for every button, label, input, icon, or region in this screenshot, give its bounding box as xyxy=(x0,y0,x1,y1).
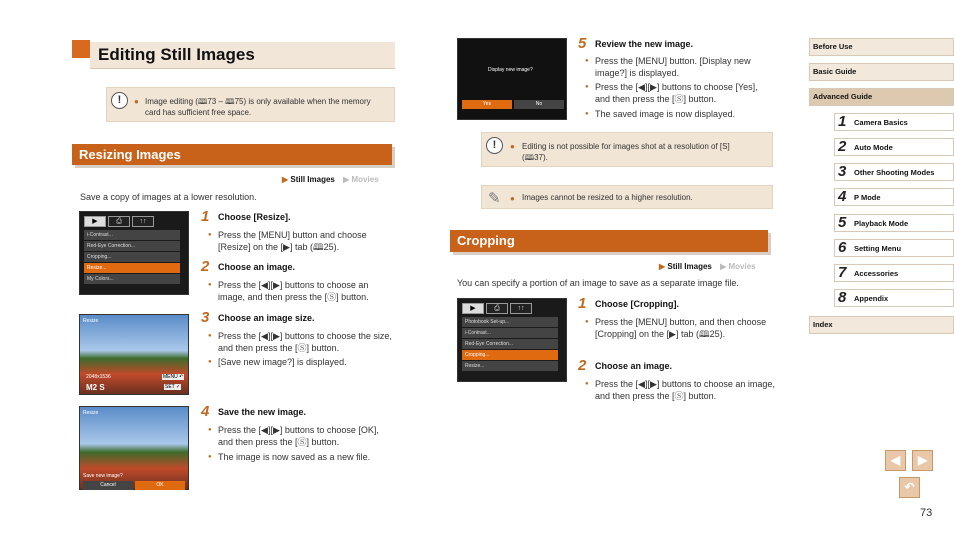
triangle-icon: ▶ xyxy=(343,175,350,184)
nav-basic-guide[interactable]: Basic Guide xyxy=(809,63,954,81)
chapter-label: Camera Basics xyxy=(854,118,908,127)
step-bullet: ● Press the [◀][▶] buttons to choose an image, and then press the [Ⓢ] button. xyxy=(208,280,396,303)
step-number: 1 xyxy=(201,208,210,225)
yes-option: Yes xyxy=(462,100,512,109)
nav-advanced-guide[interactable]: Advanced Guide xyxy=(809,88,954,106)
chapter-number: 4 xyxy=(838,188,847,205)
save-new-image-screen xyxy=(79,406,189,490)
warning-icon: ! xyxy=(111,92,128,109)
step-bullet: ● Press the [MENU] button. [Display new image?] is displayed. xyxy=(585,56,775,79)
step-bullet: ● The saved image is now displayed. xyxy=(585,109,775,121)
menu-item-selected: Resize... xyxy=(84,263,180,273)
playback-tab: ▶ xyxy=(84,216,106,227)
menu-item: Cropping... xyxy=(84,252,180,262)
menu-item-selected: Cropping... xyxy=(462,350,558,360)
cancel-option: Cancel xyxy=(83,481,133,490)
nav-chapter-2[interactable] xyxy=(834,138,954,156)
step-title: Save the new image. xyxy=(218,407,307,417)
step-bullet: ● Press the [◀][▶] buttons to choose [Yes], and then press the [Ⓢ] button. xyxy=(585,82,775,105)
nav-index[interactable]: Index xyxy=(809,316,954,334)
resolution-text: 2048x1536 xyxy=(86,374,111,380)
memo-text: Images cannot be resized to a higher resolution. xyxy=(522,193,693,202)
chapter-label: Auto Mode xyxy=(854,143,893,152)
size-options: M2 S xyxy=(86,383,105,392)
step-number: 2 xyxy=(201,258,210,275)
screen-label: Resize xyxy=(83,318,99,324)
chapter-label: Accessories xyxy=(854,269,899,278)
step-number: 2 xyxy=(578,357,587,374)
warning-icon: ! xyxy=(486,137,503,154)
triangle-icon: ▶ xyxy=(659,262,666,271)
chapter-number: 5 xyxy=(838,214,847,231)
nav-chapter-3[interactable] xyxy=(834,163,954,181)
next-page-button[interactable]: ▶ xyxy=(912,450,933,471)
chapter-number: 8 xyxy=(838,289,847,306)
setup-tab: ↑↑ xyxy=(510,303,532,314)
playback-tab: ▶ xyxy=(462,303,484,314)
step-bullet: ● Press the [◀][▶] buttons to choose the size, and then press the [Ⓢ] button. xyxy=(208,331,396,354)
chapter-number: 2 xyxy=(838,138,847,155)
display-new-image-screen xyxy=(457,38,567,120)
chapter-label: Setting Menu xyxy=(854,244,902,253)
print-tab: ⎙ xyxy=(108,216,130,227)
step-number: 3 xyxy=(201,309,210,326)
menu-item: Photobook Set-up... xyxy=(462,317,558,327)
step-bullet: ● [Save new image?] is displayed. xyxy=(208,357,396,369)
menu-item: Red-Eye Correction... xyxy=(84,241,180,251)
camera-menu-screen xyxy=(457,298,567,382)
mode-indicator xyxy=(282,175,379,184)
resolution-warning-note xyxy=(481,132,773,167)
chapter-number: 6 xyxy=(838,239,847,256)
triangle-icon: ▶ xyxy=(720,262,727,271)
setup-tab: ↑↑ xyxy=(132,216,154,227)
resizing-section-title: Resizing Images xyxy=(72,144,392,165)
pencil-icon: ✎ xyxy=(488,190,501,207)
cropping-description: You can specify a portion of an image to save as a separate image file. xyxy=(457,278,739,288)
step-number: 5 xyxy=(578,35,587,52)
display-question: Display new image? xyxy=(488,67,533,73)
chapter-label: Other Shooting Modes xyxy=(854,168,935,177)
mode-movies: Movies xyxy=(728,262,756,271)
save-question: Save new image? xyxy=(83,473,123,479)
nav-chapter-7[interactable] xyxy=(834,264,954,282)
menu-back-label: MENU ↶ xyxy=(163,374,184,380)
print-tab: ⎙ xyxy=(486,303,508,314)
bullet-icon: ● xyxy=(134,97,139,106)
bullet-icon: ● xyxy=(510,194,515,203)
no-option: No xyxy=(514,100,564,109)
menu-item: Resize... xyxy=(462,361,558,371)
title-marker xyxy=(72,40,90,58)
camera-tabs xyxy=(84,216,156,227)
page-title-bar xyxy=(90,42,395,69)
step-title: Choose [Resize]. xyxy=(218,212,291,222)
menu-item: Red-Eye Correction... xyxy=(462,339,558,349)
menu-item: i-Contrast... xyxy=(84,230,180,240)
page-number: 73 xyxy=(920,507,933,519)
warning-text: Editing is not possible for images shot at a resolution of [S] (🕮37). xyxy=(522,142,730,162)
ok-option: OK xyxy=(135,481,185,490)
chapter-label: Appendix xyxy=(854,294,889,303)
step-number: 4 xyxy=(201,403,210,420)
nav-chapter-8[interactable] xyxy=(834,289,954,307)
step-title: Review the new image. xyxy=(595,39,694,49)
step-title: Choose an image. xyxy=(218,262,296,272)
step-bullet: ● The image is now saved as a new file. xyxy=(208,452,396,464)
set-label: SET ✓ xyxy=(165,384,181,390)
step-title: Choose [Cropping]. xyxy=(595,299,679,309)
step-bullet: ● Press the [◀][▶] buttons to choose [OK], and then press the [Ⓢ] button. xyxy=(208,425,396,448)
camera-menu-screen xyxy=(79,211,189,295)
step-title: Choose an image size. xyxy=(218,313,315,323)
intro-note xyxy=(106,87,395,122)
screen-label: Resize xyxy=(83,410,99,416)
mode-indicator xyxy=(659,262,756,271)
prev-page-button[interactable]: ◀ xyxy=(885,450,906,471)
back-button[interactable]: ↶ xyxy=(899,477,920,498)
chapter-number: 7 xyxy=(838,264,847,281)
cropping-section-title: Cropping xyxy=(450,230,768,252)
step-bullet: ● Press the [MENU] button, and then choose [Cropping] on the [▶] tab (🕮25). xyxy=(585,317,775,340)
nav-chapter-4[interactable] xyxy=(834,188,954,206)
resize-size-screen xyxy=(79,314,189,395)
mode-still: Still Images xyxy=(290,175,335,184)
step-bullet: ● Press the [◀][▶] buttons to choose an image, and then press the [Ⓢ] button. xyxy=(585,379,775,402)
resizing-description: Save a copy of images at a lower resolution. xyxy=(80,192,257,202)
nav-chapter-6[interactable] xyxy=(834,239,954,257)
step-number: 1 xyxy=(578,295,587,312)
mode-still: Still Images xyxy=(667,262,712,271)
chapter-number: 1 xyxy=(838,113,847,130)
step-title: Choose an image. xyxy=(595,361,673,371)
camera-tabs xyxy=(462,303,534,314)
menu-item: i-Contrast... xyxy=(462,328,558,338)
resize-memo-note xyxy=(481,185,773,209)
triangle-icon: ▶ xyxy=(282,175,289,184)
menu-item: My Colors... xyxy=(84,274,180,284)
page-title: Editing Still Images xyxy=(98,45,255,64)
chapter-label: Playback Mode xyxy=(854,219,909,228)
intro-note-text: Image editing (🕮73 – 🕮75) is only available when the memory card has sufficient free space. xyxy=(145,97,371,117)
bullet-icon: ● xyxy=(510,142,515,151)
step-bullet: ● Press the [MENU] button and choose [Resize] on the [▶] tab (🕮25). xyxy=(208,230,396,253)
chapter-label: P Mode xyxy=(854,193,881,202)
nav-chapter-1[interactable] xyxy=(834,113,954,131)
nav-before-use[interactable]: Before Use xyxy=(809,38,954,56)
nav-chapter-5[interactable] xyxy=(834,214,954,232)
chapter-number: 3 xyxy=(838,163,847,180)
mode-movies: Movies xyxy=(351,175,379,184)
